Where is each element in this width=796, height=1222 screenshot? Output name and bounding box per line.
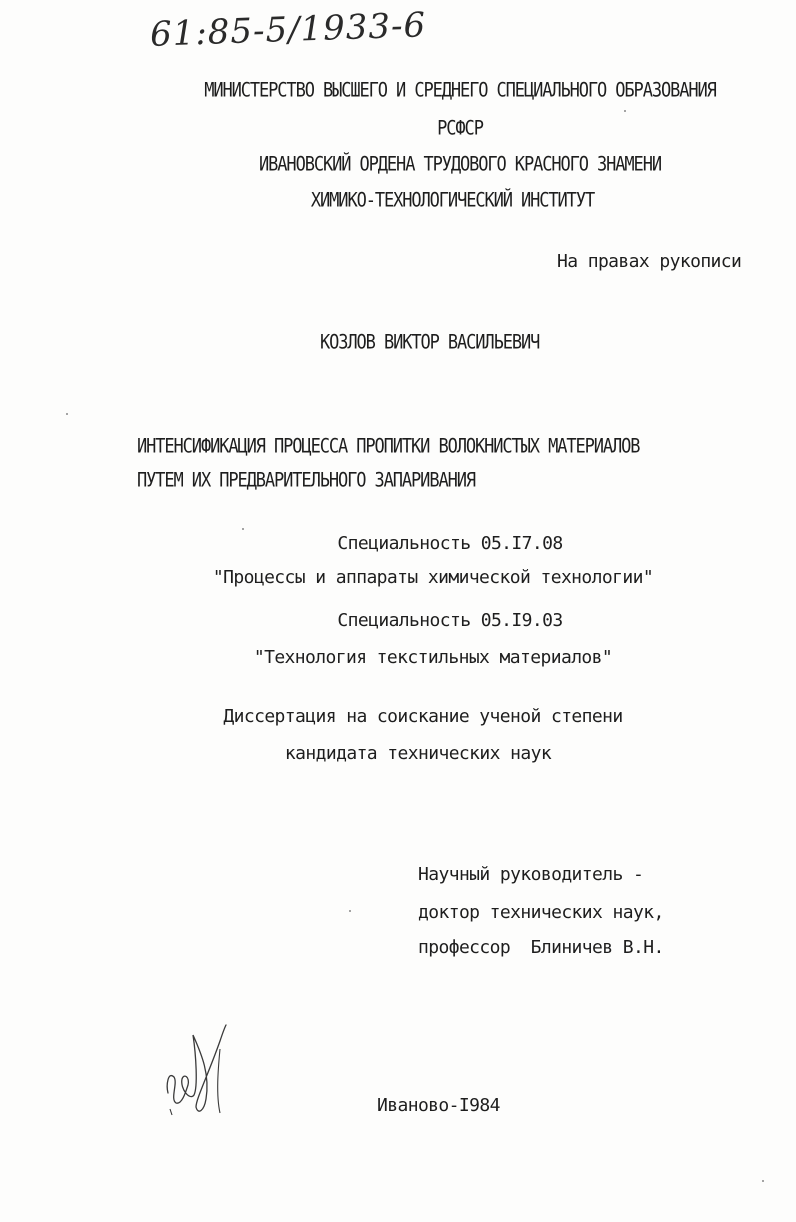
scan-speck [66,413,68,415]
place-and-year: Иваново-I984 [377,1095,500,1116]
specialty-code-1: Специальность 05.I7.08 [337,533,563,554]
republic-heading: РСФСР [437,117,483,141]
institute-heading-line2: ХИМИКО-ТЕХНОЛОГИЧЕСКИЙ ИНСТИТУТ [310,189,595,213]
specialty-name-1: "Процессы и аппараты химической технологии" [212,567,654,588]
specialty-name-2: "Технология текстильных материалов" [253,647,613,668]
institute-heading-line1: ИВАНОВСКИЙ ОРДЕНА ТРУДОВОГО КРАСНОГО ЗНАМЕНИ [259,153,661,177]
author-name: КОЗЛОВ ВИКТОР ВАСИЛЬЕВИЧ [320,331,540,355]
dissertation-line2: кандидата технических наук [284,743,552,764]
specialty-code-2: Специальность 05.I9.03 [337,610,563,631]
supervisor-title: Научный руководитель - [418,864,644,885]
handwritten-reference: 61:85-5/1933-6 [149,5,427,55]
thesis-title-line1: ИНТЕНСИФИКАЦИЯ ПРОЦЕССА ПРОПИТКИ ВОЛОКНИСТЫХ МАТЕРИАЛОВ [137,435,640,459]
signature-scribble [160,1015,240,1125]
thesis-title-line2: ПУТЕМ ИХ ПРЕДВАРИТЕЛЬНОГО ЗАПАРИВАНИЯ [137,469,475,493]
dissertation-line1: Диссертация на соискание ученой степени [223,706,623,727]
ministry-heading: МИНИСТЕРСТВО ВЫСШЕГО И СРЕДНЕГО СПЕЦИАЛЬНОГО ОБРАЗОВАНИЯ [204,79,716,103]
manuscript-note: На правах рукописи [557,251,742,272]
supervisor-name: профессор Блиничев В.Н. [418,937,664,958]
supervisor-degree: доктор технических наук, [418,902,664,923]
scan-speck [762,1180,764,1182]
scan-speck [349,910,351,912]
scan-speck [624,110,626,112]
scan-speck [242,528,244,530]
